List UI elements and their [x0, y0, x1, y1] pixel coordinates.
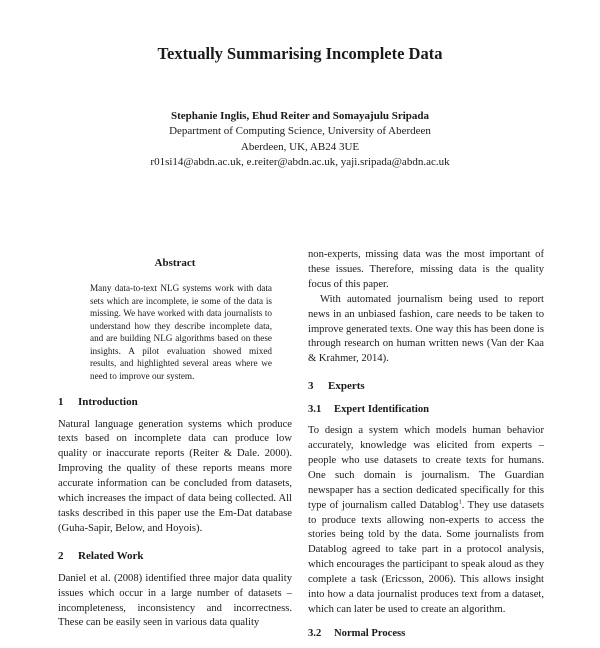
footnote-marker: 1 [458, 498, 462, 506]
affiliation-department: Department of Computing Science, University of Aberdeen [169, 125, 431, 138]
section-number: 2 [58, 549, 64, 562]
abstract-heading: Abstract [154, 257, 196, 269]
right-column [308, 248, 544, 648]
section-title: Related Work [78, 549, 144, 562]
abstract-text: Many data-to-text NLG systems work with data sets which are incomplete, ie some of the data is missing. We have worked with data journalists to understand how they describe incomplete data, and are building NLG algorithms based on these insights. A pilot evaluation showed mixed results, and highlighted several areas where we need to improve our system. [90, 282, 272, 382]
affiliation-address: Aberdeen, UK, AB24 3UE [240, 140, 360, 153]
related-work-paragraph: Daniel et al. (2008) identified three major data quality issues which occur in a large number of datasets – incompleteness, inconsistency and incorrectness. These can be easily seen in various data quality [58, 572, 292, 629]
author-block [0, 109, 600, 171]
related-work-continuation: non-experts, missing data was the most important of these issues. Therefore, missing data is the quality focus of this paper. [308, 249, 544, 290]
section-title: Introduction [78, 395, 138, 408]
subsection-heading-normal-process [308, 627, 544, 642]
subsection-number: 3.1 [308, 404, 322, 416]
subsection-number: 3.2 [308, 627, 322, 639]
section-heading-related-work [58, 549, 292, 564]
author-emails: r01si14@abdn.ac.uk, e.reiter@abdn.ac.uk, yaji.sripada@abdn.ac.uk [150, 156, 450, 169]
author-names: Stephanie Inglis, Ehud Reiter and Somayajulu Sripada [170, 110, 430, 122]
section-heading-introduction [58, 395, 292, 410]
section-title: Experts [328, 380, 365, 393]
subsection-title: Expert Identification [334, 404, 430, 416]
paper-title: Textually Summarising Incomplete Data [157, 44, 443, 63]
related-work-paragraph-2: With automated journalism being used to report news in an unbiased fashion, care needs to be taken to improve generated texts. One way this has been done is through research on human written news (Van der Kaa & Krahmer, 2014). [308, 293, 544, 365]
expert-identification-text-b: . They use datasets to produce texts allowing non-experts to access the stories being told by the data. Some journalists from Datablog agreed to take part in a protocol analysis, which encourages the participant to speak aloud as they complete a task (Ericsson, 2006). This allows insight into how a data journalist produces text from a dataset, which can later be used to create an algorithm. [308, 499, 545, 615]
section-number: 1 [58, 395, 64, 408]
subsection-heading-expert-identification [308, 403, 544, 418]
left-column [58, 248, 292, 631]
expert-identification-paragraph [308, 424, 544, 618]
introduction-paragraph: Natural language generation systems which produce texts based on incomplete data can produce low quality or inaccurate reports (Reiter & Dale. 2000). Improving the quality of these reports means more accurate information can be concluded from datasets, which increases the impact of data being collected. All tasks described in this paper use the Em-Dat database (Guha-Sapir, Below, and Hoyois). [58, 418, 292, 534]
expert-identification-text-a: To design a system which models human behavior accurately, knowledge was elicited from experts – people who use datasets to create texts for humans. One such domain is journalism. The Guardian newspaper has a section dedicated specifically for this type of journalism called Datablog [308, 425, 544, 511]
section-number: 3 [308, 380, 314, 393]
section-heading-experts [308, 379, 544, 394]
subsection-title: Normal Process [334, 627, 406, 639]
